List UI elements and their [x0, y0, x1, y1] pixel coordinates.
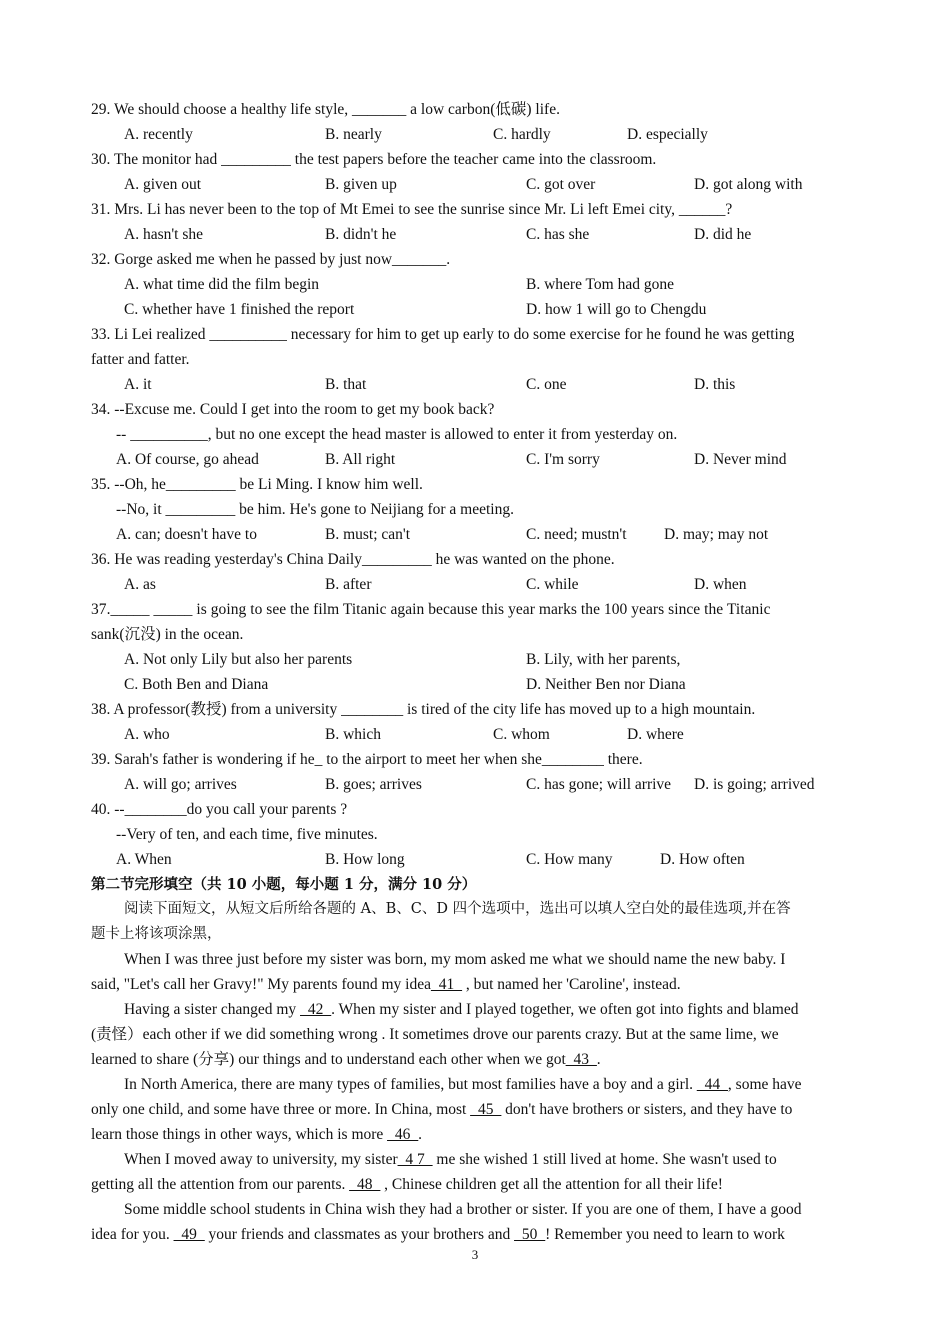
option-a[interactable]: A. hasn't she — [124, 226, 203, 243]
text: , some have — [727, 1076, 802, 1093]
option-c[interactable]: C. whether have 1 finished the report — [124, 301, 355, 318]
options-31 — [91, 222, 859, 247]
text: . — [596, 1051, 601, 1068]
options-37-row1 — [91, 647, 859, 672]
question-34-reply: -- __________, but no one except the head master is allowed to enter it from yesterday on. — [116, 426, 678, 443]
section-instruction-line2: 题卡上将该项涂黑， — [91, 926, 222, 942]
options-36 — [91, 572, 859, 597]
option-a[interactable]: A. given out — [124, 176, 202, 193]
options-35 — [91, 522, 859, 547]
text: learned to share (分享) our things and to understand each other when we got — [91, 1051, 566, 1068]
question-33-line2: fatter and fatter. — [91, 351, 190, 368]
question-32: 32. Gorge asked me when he passed by just now_______. — [91, 251, 451, 268]
options-30 — [91, 172, 859, 197]
question-36: 36. He was reading yesterday's China Daily_________ he was wanted on the phone. — [91, 551, 615, 568]
passage-p3-line1 — [91, 1072, 859, 1097]
options-34 — [91, 447, 859, 472]
option-b[interactable]: B. goes; arrives — [325, 776, 422, 793]
question-33-line1: 33. Li Lei realized __________ necessary for him to get up early to do some exercise for he found he was getting — [91, 326, 795, 343]
text: me she wished 1 still lived at home. She wasn't used to — [432, 1151, 777, 1168]
section-instruction-line1: 阅读下面短文，从短文后所给各题的 A、B、C、D 四个选项中，选出可以填人空白处的最佳选项,并在答 — [124, 901, 791, 917]
option-d[interactable]: D. got along with — [694, 176, 803, 193]
passage-p2-line3 — [91, 1047, 859, 1072]
text: only one child, and some have three or more. In China, most — [91, 1101, 471, 1118]
text: said, "Let's call her Gravy!" My parents found my idea — [91, 976, 431, 993]
question-30: 30. The monitor had _________ the test papers before the teacher came into the classroom. — [91, 151, 657, 168]
question-37-line1: 37._____ _____ is going to see the film Titanic again because this year marks the 100 years since the Titanic — [91, 601, 771, 618]
option-a[interactable]: A. who — [124, 726, 170, 743]
passage-p3-line2 — [91, 1097, 859, 1122]
blank-43[interactable]: _43_ — [565, 1051, 597, 1068]
question-40: 40. --________do you call your parents ? — [91, 801, 348, 818]
option-d[interactable]: D. when — [694, 576, 747, 593]
question-40-reply: --Very of ten, and each time, five minutes. — [116, 826, 378, 843]
option-c[interactable]: C. How many — [526, 851, 613, 868]
option-c[interactable]: C. whom — [493, 726, 550, 743]
passage-p2-line1 — [91, 997, 859, 1022]
option-b[interactable]: B. How long — [325, 851, 405, 868]
option-b[interactable]: B. didn't he — [325, 226, 397, 243]
option-a[interactable]: A. Of course, go ahead — [116, 451, 259, 468]
option-b[interactable]: B. that — [325, 376, 367, 393]
option-d[interactable]: D. especially — [627, 126, 708, 143]
text: When I moved away to university, my sister — [124, 1151, 398, 1168]
option-d[interactable]: D. this — [694, 376, 736, 393]
option-b[interactable]: B. where Tom had gone — [526, 276, 674, 293]
option-d[interactable]: D. Never mind — [694, 451, 787, 468]
passage-p4-line2 — [91, 1172, 859, 1197]
option-b[interactable]: B. which — [325, 726, 381, 743]
text: idea for you. — [91, 1226, 174, 1243]
option-c[interactable]: C. has she — [526, 226, 590, 243]
option-d[interactable]: D. How often — [660, 851, 745, 868]
question-37-line2: sank(沉没) in the ocean. — [91, 626, 244, 643]
option-d[interactable]: D. how 1 will go to Chengdu — [526, 301, 707, 318]
option-b[interactable]: B. must; can't — [325, 526, 411, 543]
option-a[interactable]: A. Not only Lily but also her parents — [124, 651, 353, 668]
option-c[interactable]: C. got over — [526, 176, 596, 193]
blank-47[interactable]: _4 7_ — [397, 1151, 433, 1168]
option-a[interactable]: A. it — [124, 376, 152, 393]
options-29 — [91, 122, 859, 147]
option-c[interactable]: C. I'm sorry — [526, 451, 600, 468]
text: In North America, there are many types of families, but most families have a boy and a girl. — [124, 1076, 697, 1093]
option-a[interactable]: A. recently — [124, 126, 193, 143]
text: , Chinese children get all the attention for all their life! — [380, 1176, 723, 1193]
option-c[interactable]: C. one — [526, 376, 567, 393]
blank-49[interactable]: _49_ — [173, 1226, 205, 1243]
text: ! Remember you need to learn to work — [545, 1226, 785, 1243]
question-35-reply: --No, it _________ be him. He's gone to Neijiang for a meeting. — [116, 501, 514, 518]
option-b[interactable]: B. All right — [325, 451, 396, 468]
option-a[interactable]: A. what time did the film begin — [124, 276, 320, 293]
option-a[interactable]: A. as — [124, 576, 156, 593]
options-39 — [91, 772, 859, 797]
section-header: 第二节完形填空（共 10 小题，每小题 1 分，满分 10 分） — [91, 876, 477, 893]
question-39: 39. Sarah's father is wondering if he_ to the airport to meet her when she________ there. — [91, 751, 643, 768]
option-b[interactable]: B. Lily, with her parents, — [526, 651, 681, 668]
text: learn those things in other ways, which is more — [91, 1126, 388, 1143]
passage-p2-line2: (责怪）each other if we did something wrong . It sometimes drove our parents crazy. But at the same lime, we — [91, 1026, 779, 1043]
question-38: 38. A professor(教授) from a university ________ is tired of the city life has moved up to a high mountain. — [91, 701, 756, 718]
option-d[interactable]: D. may; may not — [664, 526, 769, 543]
text: Having a sister changed my — [124, 1001, 301, 1018]
passage-p5-line2 — [91, 1222, 859, 1247]
option-d[interactable]: D. where — [627, 726, 684, 743]
options-40 — [91, 847, 859, 872]
question-35: 35. --Oh, he_________ be Li Ming. I know him well. — [91, 476, 423, 493]
blank-45[interactable]: _45_ — [470, 1101, 502, 1118]
option-d[interactable]: D. Neither Ben nor Diana — [526, 676, 686, 693]
option-d[interactable]: D. is going; arrived — [694, 776, 815, 793]
option-d[interactable]: D. did he — [694, 226, 752, 243]
passage-p3-line3 — [91, 1122, 859, 1147]
option-c[interactable]: C. hardly — [493, 126, 551, 143]
option-a[interactable]: A. can; doesn't have to — [116, 526, 257, 543]
blank-41[interactable]: _41_ — [431, 976, 462, 993]
option-b[interactable]: B. after — [325, 576, 372, 593]
option-a[interactable]: A. will go; arrives — [124, 776, 237, 793]
blank-44[interactable]: _44_ — [696, 1076, 728, 1093]
exam-page — [91, 97, 859, 1247]
blank-42[interactable]: _42_ — [300, 1001, 332, 1018]
text: . When my sister and I played together, we often got into fights and blamed — [331, 1001, 799, 1018]
option-a[interactable]: A. When — [116, 851, 172, 868]
options-32-row1 — [91, 272, 859, 297]
option-b[interactable]: B. given up — [325, 176, 397, 193]
question-29: 29. We should choose a healthy life style, _______ a low carbon(低碳) life. — [91, 101, 560, 118]
options-32-row2 — [91, 297, 859, 322]
text: getting all the attention from our parents. — [91, 1176, 350, 1193]
blank-50[interactable]: _50_ — [514, 1226, 546, 1243]
text: . — [418, 1126, 423, 1143]
passage-p5-line1: Some middle school students in China wish they had a brother or sister. If you are one of them, I have a good — [124, 1201, 802, 1218]
options-33 — [91, 372, 859, 397]
question-34: 34. --Excuse me. Could I get into the room to get my book back? — [91, 401, 495, 418]
blank-48[interactable]: _48_ — [349, 1176, 381, 1193]
options-37-row2 — [91, 672, 859, 697]
passage-p4-line1 — [91, 1147, 859, 1172]
text: , but named her 'Caroline', instead. — [462, 976, 681, 993]
passage-p1-line1: When I was three just before my sister was born, my mom asked me what we should name the new baby. I — [124, 951, 786, 968]
option-c[interactable]: C. has gone; will arrive — [526, 776, 672, 793]
option-c[interactable]: C. need; mustn't — [526, 526, 627, 543]
option-c[interactable]: C. while — [526, 576, 579, 593]
text: your friends and classmates as your brothers and — [204, 1226, 515, 1243]
options-38 — [91, 722, 859, 747]
text: don't have brothers or sisters, and they have to — [501, 1101, 793, 1118]
question-31: 31. Mrs. Li has never been to the top of Mt Emei to see the sunrise since Mr. Li left Emei city, ______? — [91, 201, 733, 218]
blank-46[interactable]: _46_ — [387, 1126, 419, 1143]
option-b[interactable]: B. nearly — [325, 126, 382, 143]
option-c[interactable]: C. Both Ben and Diana — [124, 676, 269, 693]
page-number: 3 — [471, 1247, 479, 1262]
passage-p1-line2 — [91, 972, 859, 997]
